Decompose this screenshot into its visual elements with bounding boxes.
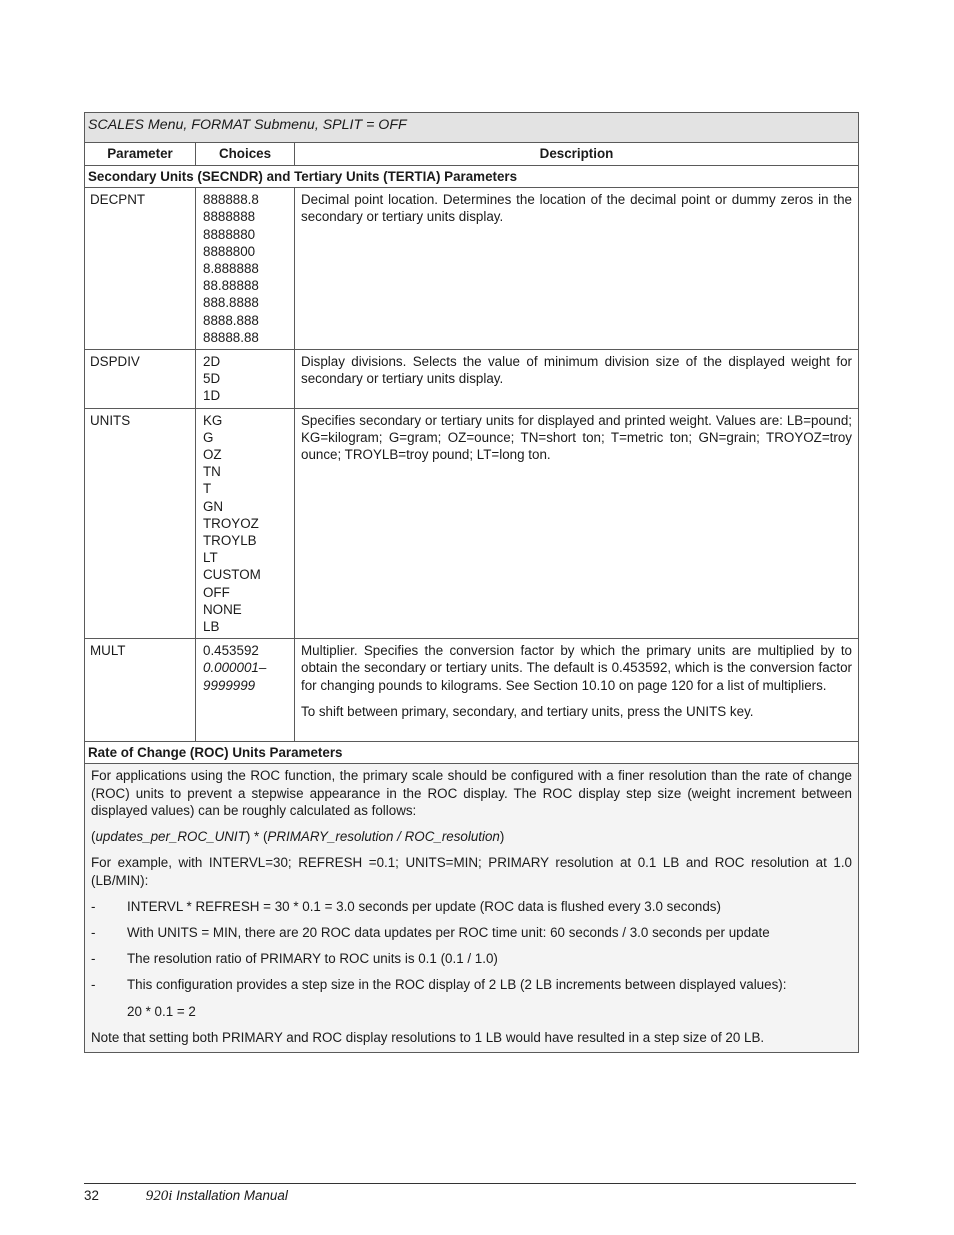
choice-item: GN bbox=[203, 498, 224, 514]
formula-variable: ROC_resolution bbox=[404, 829, 500, 845]
page-footer bbox=[84, 1188, 288, 1205]
bullet-text: With UNITS = MIN, there are 20 ROC data updates per ROC time unit: 60 seconds / 3.0 seconds per update bbox=[127, 924, 770, 940]
footer-rule bbox=[84, 1183, 856, 1184]
description-cell bbox=[295, 408, 859, 639]
choice-item: 5D bbox=[203, 371, 221, 387]
roc-calculation: 20 * 0.1 = 2 bbox=[127, 1003, 196, 1019]
choice-item: 8888888 bbox=[203, 209, 256, 225]
choice-item: 8.888888 bbox=[203, 261, 259, 277]
param-name: UNITS bbox=[85, 408, 196, 639]
section-heading-roc: Rate of Change (ROC) Units Parameters bbox=[85, 742, 859, 764]
bullet-dash: - bbox=[91, 924, 96, 940]
bullet-text: This configuration provides a step size in the ROC display of 2 LB (2 LB increments between displayed values): bbox=[127, 977, 787, 993]
roc-intro: For applications using the ROC function, the primary scale should be configured with a finer resolution than the rate of change (ROC) units to prevent a stepwise appearance in the ROC display. The ROC display step size (weight increment between displayed values) can be roughly calculated as follows: bbox=[91, 768, 852, 818]
formula-text: / bbox=[393, 829, 405, 845]
description-text: Multiplier. Specifies the conversion factor by which the primary units are multiplied by to obtain the secondary or tertiary units. The default is 0.453592, which is the conversion factor for changing pounds to kilograms. See Section 10.10 on page 120 for a list of multipliers. bbox=[301, 643, 852, 693]
choice-item: 8888800 bbox=[203, 243, 256, 259]
choice-item: 2D bbox=[203, 354, 221, 370]
bullet-text: The resolution ratio of PRIMARY to ROC units is 0.1 (0.1 / 1.0) bbox=[127, 951, 498, 967]
description-cell bbox=[295, 350, 859, 409]
choice-item: 888.8888 bbox=[203, 295, 259, 311]
column-header-description: Description bbox=[295, 143, 859, 166]
description-cell bbox=[295, 188, 859, 350]
bullet-dash: - bbox=[91, 951, 96, 967]
list-item bbox=[91, 898, 852, 915]
description-cell bbox=[295, 639, 859, 742]
choices-list bbox=[196, 639, 295, 742]
description-text: Display divisions. Selects the value of minimum division size of the displayed weight for secondary or tertiary units display. bbox=[301, 354, 852, 387]
column-header-choices: Choices bbox=[196, 143, 295, 166]
manual-title: Installation Manual bbox=[176, 1188, 288, 1203]
choice-range-item: 9999999 bbox=[203, 677, 256, 693]
choice-item: OFF bbox=[203, 584, 230, 600]
choice-item: LT bbox=[203, 550, 218, 566]
choice-item: 8888880 bbox=[203, 226, 256, 242]
param-name: MULT bbox=[85, 639, 196, 742]
table-row bbox=[85, 639, 859, 742]
bullet-text: INTERVL * REFRESH = 30 * 0.1 = 3.0 seconds per update (ROC data is flushed every 3.0 seconds) bbox=[127, 898, 721, 914]
choice-item: T bbox=[203, 481, 212, 497]
description-text: Specifies secondary or tertiary units for displayed and printed weight. Values are: LB=pound; KG=kilogram; G=gram; OZ=ounce; TN=short ton; T=metric ton; GN=grain; TROYOZ=troy ounce; TROYLB=troy pound; LT=long ton. bbox=[301, 412, 852, 463]
choice-item: 0.453592 bbox=[203, 643, 259, 659]
table-title: SCALES Menu, FORMAT Submenu, SPLIT = OFF bbox=[85, 113, 859, 143]
page-number: 32 bbox=[84, 1188, 99, 1203]
description-text: To shift between primary, secondary, and tertiary units, press the UNITS key. bbox=[301, 703, 754, 719]
choice-item: TROYLB bbox=[203, 533, 257, 549]
choice-item: NONE bbox=[203, 601, 242, 617]
choices-list bbox=[196, 408, 295, 639]
list-item bbox=[91, 976, 852, 993]
section-heading-secondary-tertiary: Secondary Units (SECNDR) and Tertiary Units (TERTIA) Parameters bbox=[85, 166, 859, 188]
choice-item: 1D bbox=[203, 388, 221, 404]
formula-text: ( bbox=[91, 829, 96, 845]
roc-example: For example, with INTERVL=30; REFRESH =0.1; UNITS=MIN; PRIMARY resolution at 0.1 LB and ROC resolution at 1.0 (LB/MIN): bbox=[91, 855, 852, 888]
roc-description bbox=[85, 764, 859, 1052]
parameters-table bbox=[84, 112, 859, 1053]
list-item bbox=[91, 950, 852, 967]
choice-range-item: 0.000001– bbox=[203, 660, 267, 676]
bullet-dash: - bbox=[91, 898, 96, 914]
choice-item: 888888.8 bbox=[203, 192, 259, 208]
choice-item: CUSTOM bbox=[203, 567, 261, 583]
choice-item: 88.88888 bbox=[203, 278, 259, 294]
manual-model: 920i bbox=[145, 1188, 173, 1204]
param-name: DECPNT bbox=[85, 188, 196, 350]
formula-variable: PRIMARY_resolution bbox=[267, 829, 394, 845]
choices-list bbox=[196, 188, 295, 350]
table-row bbox=[85, 188, 859, 350]
table-row bbox=[85, 408, 859, 639]
choice-item: TROYOZ bbox=[203, 515, 259, 531]
choice-item: LB bbox=[203, 619, 220, 635]
choice-item: 8888.888 bbox=[203, 312, 259, 328]
roc-formula bbox=[91, 828, 852, 845]
table-row bbox=[85, 350, 859, 409]
choice-item: OZ bbox=[203, 447, 222, 463]
choice-item: TN bbox=[203, 464, 221, 480]
choice-item: 88888.88 bbox=[203, 329, 259, 345]
formula-variable: updates_per_ROC_UNIT bbox=[95, 829, 246, 845]
param-name: DSPDIV bbox=[85, 350, 196, 409]
roc-note: Note that setting both PRIMARY and ROC display resolutions to 1 LB would have resulted in a step size of 20 LB. bbox=[91, 1029, 765, 1045]
choice-item: G bbox=[203, 429, 214, 445]
choices-list bbox=[196, 350, 295, 409]
formula-text: ) * ( bbox=[245, 829, 268, 845]
bullet-dash: - bbox=[91, 977, 96, 993]
description-text: Decimal point location. Determines the location of the decimal point or dummy zeros in the secondary or tertiary units display. bbox=[301, 192, 852, 225]
list-item bbox=[91, 924, 852, 941]
choice-item: KG bbox=[203, 412, 223, 428]
formula-text: ) bbox=[499, 829, 505, 845]
column-header-parameter: Parameter bbox=[85, 143, 196, 166]
